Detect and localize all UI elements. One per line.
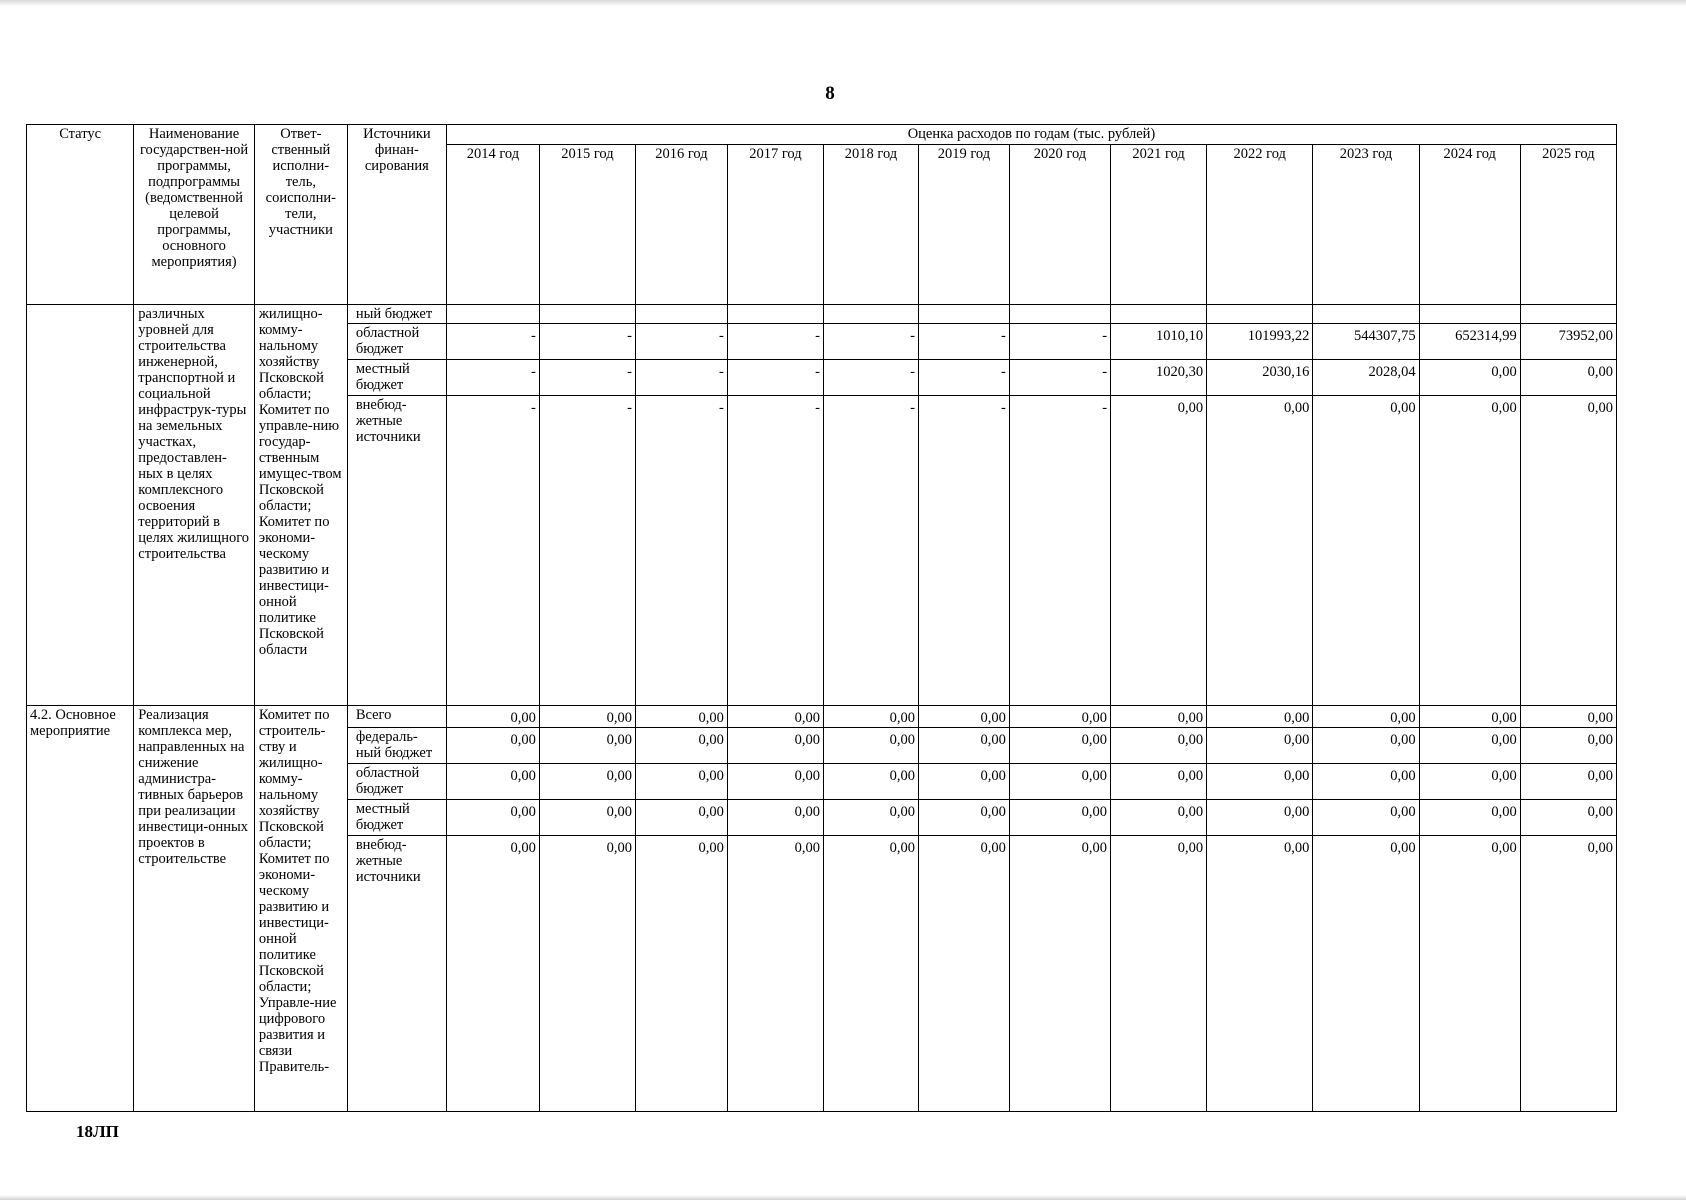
value-cell: 0,00 bbox=[539, 728, 635, 764]
value-cell: 0,00 bbox=[446, 800, 539, 836]
value-cell: 0,00 bbox=[823, 706, 918, 728]
value-cell: 2030,16 bbox=[1207, 360, 1313, 396]
value-cell bbox=[1419, 305, 1520, 324]
header-executor: Ответ-ственный исполни-тель, соисполни-тели, участники bbox=[254, 125, 347, 305]
value-cell: 0,00 bbox=[918, 836, 1009, 1112]
value-cell: - bbox=[823, 324, 918, 360]
source-label: ный бюджет bbox=[347, 305, 446, 324]
value-cell: 0,00 bbox=[1419, 396, 1520, 706]
value-cell: 0,00 bbox=[1207, 728, 1313, 764]
table-row bbox=[27, 706, 1617, 728]
year-header: 2021 год bbox=[1111, 145, 1207, 305]
value-cell: 0,00 bbox=[635, 728, 727, 764]
value-cell: 0,00 bbox=[1520, 764, 1616, 800]
value-cell: - bbox=[1009, 396, 1110, 706]
value-cell: 0,00 bbox=[823, 764, 918, 800]
source-label: местный бюджет bbox=[347, 800, 446, 836]
source-label: федераль-ный бюджет bbox=[347, 728, 446, 764]
year-header: 2018 год bbox=[823, 145, 918, 305]
header-name: Наименование государствен-ной программы, подпрограммы (ведомственной целевой программы, основного мероприятия) bbox=[134, 125, 255, 305]
footer-code: 18ЛП bbox=[76, 1122, 119, 1141]
value-cell: 0,00 bbox=[539, 836, 635, 1112]
value-cell bbox=[918, 305, 1009, 324]
value-cell bbox=[1111, 305, 1207, 324]
value-cell: 0,00 bbox=[1419, 800, 1520, 836]
value-cell: 652314,99 bbox=[1419, 324, 1520, 360]
value-cell: - bbox=[446, 396, 539, 706]
value-cell: 0,00 bbox=[446, 706, 539, 728]
value-cell: 0,00 bbox=[1207, 764, 1313, 800]
value-cell: 0,00 bbox=[1009, 706, 1110, 728]
source-label: Всего bbox=[347, 706, 446, 728]
value-cell: 0,00 bbox=[635, 706, 727, 728]
value-cell: 0,00 bbox=[1313, 728, 1419, 764]
value-cell: 0,00 bbox=[1313, 800, 1419, 836]
source-label: областной бюджет bbox=[347, 764, 446, 800]
value-cell: 0,00 bbox=[823, 836, 918, 1112]
value-cell: 0,00 bbox=[1419, 728, 1520, 764]
value-cell: 0,00 bbox=[727, 764, 823, 800]
value-cell: 0,00 bbox=[1520, 396, 1616, 706]
value-cell: 0,00 bbox=[1419, 764, 1520, 800]
page-number: 8 bbox=[825, 83, 835, 104]
value-cell: 0,00 bbox=[1009, 836, 1110, 1112]
scan-edge-top bbox=[0, 0, 1686, 6]
value-cell: 0,00 bbox=[1207, 396, 1313, 706]
value-cell: 0,00 bbox=[1111, 836, 1207, 1112]
value-cell: 0,00 bbox=[727, 728, 823, 764]
value-cell: - bbox=[539, 396, 635, 706]
value-cell: 0,00 bbox=[1313, 764, 1419, 800]
value-cell: - bbox=[918, 360, 1009, 396]
value-cell bbox=[1009, 305, 1110, 324]
value-cell bbox=[1520, 305, 1616, 324]
value-cell: - bbox=[918, 396, 1009, 706]
year-header: 2023 год bbox=[1313, 145, 1419, 305]
value-cell: 0,00 bbox=[1520, 360, 1616, 396]
value-cell: 0,00 bbox=[635, 800, 727, 836]
value-cell: 0,00 bbox=[1419, 360, 1520, 396]
value-cell: - bbox=[727, 324, 823, 360]
value-cell: - bbox=[635, 396, 727, 706]
scan-edge-bottom bbox=[0, 1195, 1686, 1200]
source-label: областной бюджет bbox=[347, 324, 446, 360]
value-cell: - bbox=[539, 324, 635, 360]
value-cell bbox=[635, 305, 727, 324]
year-header: 2022 год bbox=[1207, 145, 1313, 305]
value-cell: - bbox=[727, 396, 823, 706]
value-cell: 0,00 bbox=[727, 836, 823, 1112]
value-cell: 0,00 bbox=[1520, 706, 1616, 728]
value-cell: 0,00 bbox=[539, 800, 635, 836]
value-cell: - bbox=[446, 324, 539, 360]
value-cell: 0,00 bbox=[918, 728, 1009, 764]
header-status: Статус bbox=[27, 125, 134, 305]
block1-executor: жилищно-комму-нальному хозяйству Псковской области; Комитет по управле-нию государ-ственным имущес-твом Псковской области; Комитет по экономи-ческому развитию и инвестици-онной политике Псковской области bbox=[254, 305, 347, 706]
value-cell: 0,00 bbox=[446, 728, 539, 764]
value-cell: 0,00 bbox=[1520, 800, 1616, 836]
value-cell: 0,00 bbox=[446, 764, 539, 800]
value-cell: - bbox=[823, 396, 918, 706]
value-cell: 0,00 bbox=[823, 728, 918, 764]
value-cell bbox=[1313, 305, 1419, 324]
value-cell: 0,00 bbox=[1313, 396, 1419, 706]
source-label: внебюд-жетные источники bbox=[347, 836, 446, 1112]
value-cell: - bbox=[823, 360, 918, 396]
value-cell: - bbox=[539, 360, 635, 396]
value-cell: - bbox=[446, 360, 539, 396]
year-header: 2015 год bbox=[539, 145, 635, 305]
value-cell bbox=[727, 305, 823, 324]
value-cell: 0,00 bbox=[1009, 764, 1110, 800]
value-cell: 0,00 bbox=[918, 706, 1009, 728]
value-cell: 0,00 bbox=[1520, 728, 1616, 764]
source-label: местный бюджет bbox=[347, 360, 446, 396]
value-cell bbox=[446, 305, 539, 324]
value-cell: 0,00 bbox=[1313, 706, 1419, 728]
source-label: внебюд-жетные источники bbox=[347, 396, 446, 706]
value-cell: 0,00 bbox=[1207, 836, 1313, 1112]
value-cell: 73952,00 bbox=[1520, 324, 1616, 360]
year-header: 2016 год bbox=[635, 145, 727, 305]
value-cell: 0,00 bbox=[727, 706, 823, 728]
value-cell: 544307,75 bbox=[1313, 324, 1419, 360]
block2-name: Реализация комплекса мер, направленных на снижение администра-тивных барьеров при реализации инвестици-онных проектов в строительстве bbox=[134, 706, 255, 1112]
year-header: 2020 год bbox=[1009, 145, 1110, 305]
value-cell: 0,00 bbox=[1111, 800, 1207, 836]
value-cell: 0,00 bbox=[1009, 728, 1110, 764]
value-cell: 0,00 bbox=[635, 836, 727, 1112]
year-header: 2024 год bbox=[1419, 145, 1520, 305]
value-cell: 0,00 bbox=[1111, 728, 1207, 764]
expense-table bbox=[26, 124, 1617, 1112]
value-cell: 0,00 bbox=[1111, 764, 1207, 800]
value-cell: 0,00 bbox=[1520, 836, 1616, 1112]
year-header: 2019 год bbox=[918, 145, 1009, 305]
value-cell: 0,00 bbox=[1419, 836, 1520, 1112]
value-cell: - bbox=[918, 324, 1009, 360]
value-cell: - bbox=[1009, 324, 1110, 360]
block1-name: различных уровней для строительства инженерной, транспортной и социальной инфраструк-туры на земельных участках, предоставлен-ных в целях комплексного освоения территорий в целях жилищного строительства bbox=[134, 305, 255, 706]
value-cell: - bbox=[635, 360, 727, 396]
value-cell: - bbox=[635, 324, 727, 360]
value-cell: 0,00 bbox=[446, 836, 539, 1112]
value-cell: 0,00 bbox=[727, 800, 823, 836]
value-cell bbox=[823, 305, 918, 324]
year-header: 2025 год bbox=[1520, 145, 1616, 305]
value-cell: 0,00 bbox=[539, 706, 635, 728]
block2-status: 4.2. Основное мероприятие bbox=[27, 706, 134, 1112]
value-cell: 0,00 bbox=[635, 764, 727, 800]
value-cell: - bbox=[1009, 360, 1110, 396]
value-cell: 0,00 bbox=[1207, 706, 1313, 728]
block2-executor: Комитет по строитель-ству и жилищно-комму-нальному хозяйству Псковской области; Комитет по экономи-ческому развитию и инвестици-онной политике Псковской области; Управле-ние цифрового развития и связи Правитель- bbox=[254, 706, 347, 1112]
value-cell: 0,00 bbox=[918, 800, 1009, 836]
value-cell: 0,00 bbox=[1313, 836, 1419, 1112]
value-cell: 0,00 bbox=[539, 764, 635, 800]
header-cost-group: Оценка расходов по годам (тыс. рублей) bbox=[446, 125, 1616, 145]
value-cell: 0,00 bbox=[1207, 800, 1313, 836]
table-row bbox=[27, 305, 1617, 324]
value-cell: 1010,10 bbox=[1111, 324, 1207, 360]
value-cell: 0,00 bbox=[823, 800, 918, 836]
year-header: 2017 год bbox=[727, 145, 823, 305]
value-cell bbox=[539, 305, 635, 324]
value-cell: 1020,30 bbox=[1111, 360, 1207, 396]
value-cell: 0,00 bbox=[1111, 706, 1207, 728]
value-cell bbox=[1207, 305, 1313, 324]
block1-status bbox=[27, 305, 134, 706]
value-cell: 0,00 bbox=[1419, 706, 1520, 728]
value-cell: 0,00 bbox=[1111, 396, 1207, 706]
value-cell: - bbox=[727, 360, 823, 396]
value-cell: 0,00 bbox=[1009, 800, 1110, 836]
year-header: 2014 год bbox=[446, 145, 539, 305]
value-cell: 0,00 bbox=[918, 764, 1009, 800]
value-cell: 2028,04 bbox=[1313, 360, 1419, 396]
header-sources: Источники финан-сирования bbox=[347, 125, 446, 305]
value-cell: 101993,22 bbox=[1207, 324, 1313, 360]
